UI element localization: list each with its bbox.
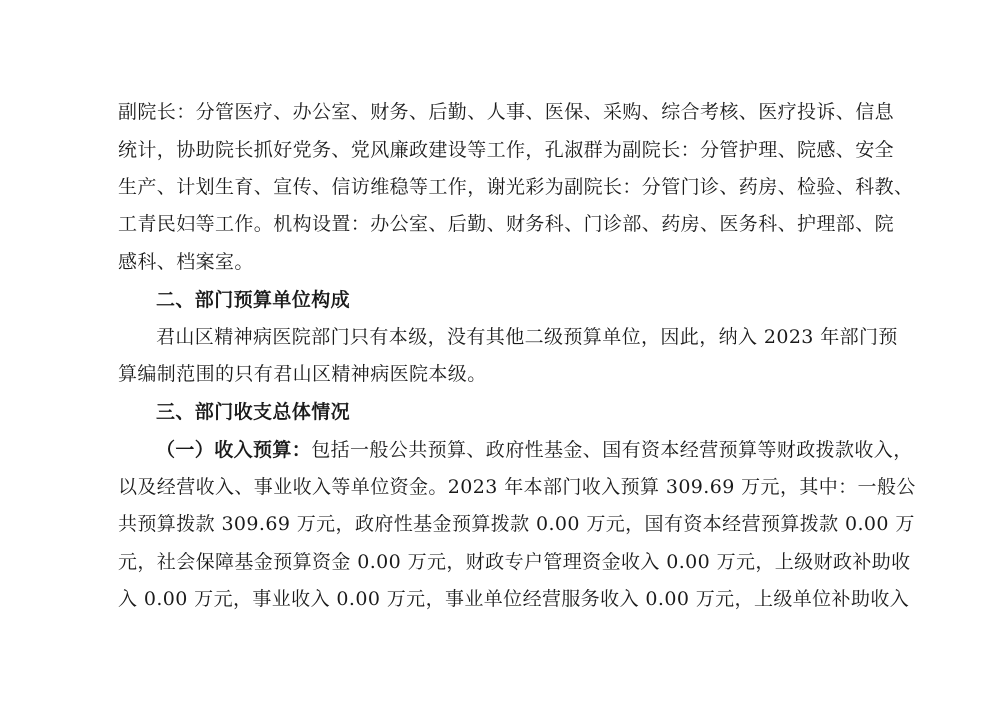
paragraph-line — [156, 436, 913, 464]
paragraph-line: 元，社会保障基金预算资金 0.00 万元，财政专户管理资金收入 0.00 万元，上级财政补助收 — [118, 551, 911, 573]
paragraph-line: 共预算拨款 309.69 万元，政府性基金预算拨款 0.00 万元，国有资本经营预算拨款 0.00 万 — [118, 513, 915, 535]
paragraph-line: 生产、计划生育、宣传、信访维稳等工作，谢光彩为副院长：分管门诊、药房、检验、科教、 — [118, 176, 914, 198]
paragraph-line: 以及经营收入、事业收入等单位资金。2023 年本部门收入预算 309.69 万元，其中：一般公 — [118, 476, 916, 498]
paragraph-line: 副院长：分管医疗、办公室、财务、后勤、人事、医保、采购、综合考核、医疗投诉、信息 — [118, 101, 895, 123]
paragraph-line: 算编制范围的只有君山区精神病医院本级。 — [118, 363, 487, 385]
sub-heading: （一）收入预算： — [156, 439, 312, 461]
section-heading: 二、部门预算单位构成 — [156, 289, 351, 311]
section-heading: 三、部门收支总体情况 — [156, 401, 351, 423]
paragraph-line: 感科、档案室。 — [118, 251, 254, 273]
paragraph-line: 入 0.00 万元，事业收入 0.00 万元，事业单位经营服务收入 0.00 万元，上级单位补助收入 — [118, 588, 910, 610]
paragraph-line: 工青民妇等工作。机构设置：办公室、后勤、财务科、门诊部、药房、医务科、护理部、院 — [118, 213, 895, 235]
paragraph-line: 君山区精神病医院部门只有本级，没有其他二级预算单位，因此，纳入 2023 年部门预 — [156, 326, 898, 348]
paragraph-line: 统计，协助院长抓好党务、党风廉政建设等工作，孔淑群为副院长：分管护理、院感、安全 — [118, 139, 895, 161]
paragraph-text: 包括一般公共预算、政府性基金、国有资本经营预算等财政拨款收入， — [311, 439, 913, 461]
